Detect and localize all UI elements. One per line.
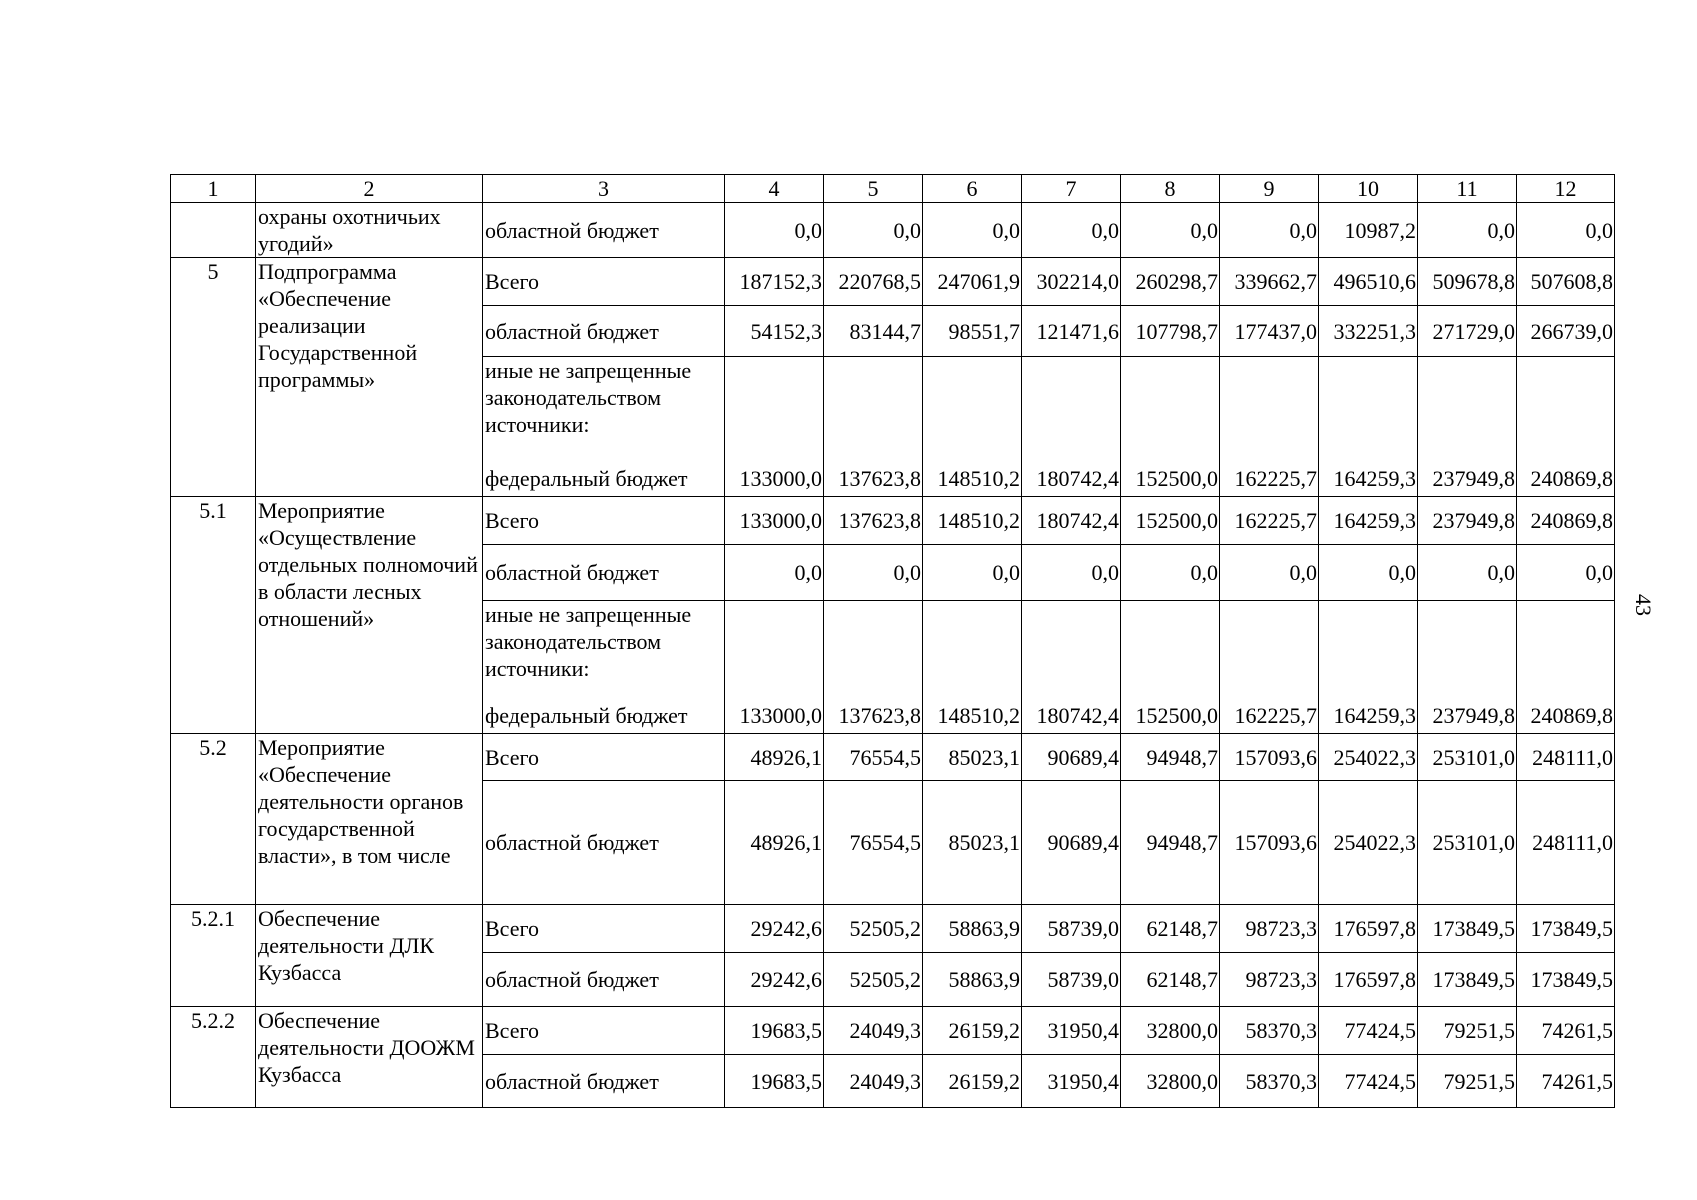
table-row — [171, 1007, 1615, 1055]
row-name: охраны охотничьих угодий» — [256, 203, 483, 258]
table-row — [171, 734, 1615, 781]
value-cell: 496510,6 — [1319, 258, 1418, 306]
value-cell: 107798,7 — [1121, 306, 1220, 357]
value-cell: 164259,3 — [1319, 497, 1418, 545]
value-cell: 19683,5 — [725, 1007, 824, 1055]
row-name: Мероприятие «Обеспечение деятельности органов государственной власти», в том числе — [256, 734, 483, 905]
source-label: областной бюджет — [483, 545, 725, 601]
header-cell: 5 — [824, 175, 923, 203]
source-label: областной бюджет — [483, 953, 725, 1007]
value-cell: 76554,5 — [824, 781, 923, 905]
header-cell: 12 — [1517, 175, 1615, 203]
value-cell: 148510,2 — [923, 696, 1022, 734]
empty-cell — [1319, 601, 1418, 697]
header-cell: 9 — [1220, 175, 1319, 203]
value-cell: 58370,3 — [1220, 1055, 1319, 1108]
value-cell: 24049,3 — [824, 1007, 923, 1055]
value-cell: 162225,7 — [1220, 696, 1319, 734]
value-cell: 98723,3 — [1220, 953, 1319, 1007]
page-number: 43 — [1631, 594, 1656, 616]
empty-cell — [923, 357, 1022, 453]
value-cell: 0,0 — [1220, 203, 1319, 258]
value-cell: 152500,0 — [1121, 696, 1220, 734]
value-cell: 248111,0 — [1517, 734, 1615, 781]
value-cell: 302214,0 — [1022, 258, 1121, 306]
header-cell: 11 — [1418, 175, 1517, 203]
value-cell: 0,0 — [1220, 545, 1319, 601]
empty-cell — [824, 601, 923, 697]
empty-cell — [1418, 357, 1517, 453]
value-cell: 0,0 — [1517, 203, 1615, 258]
source-label: иные не запрещенные законодательством источники: — [483, 357, 725, 453]
value-cell: 0,0 — [725, 203, 824, 258]
value-cell: 162225,7 — [1220, 452, 1319, 497]
value-cell: 94948,7 — [1121, 781, 1220, 905]
value-cell: 31950,4 — [1022, 1055, 1121, 1108]
value-cell: 54152,3 — [725, 306, 824, 357]
empty-cell — [1517, 601, 1615, 697]
value-cell: 85023,1 — [923, 734, 1022, 781]
value-cell: 254022,3 — [1319, 734, 1418, 781]
source-label: областной бюджет — [483, 781, 725, 905]
value-cell: 90689,4 — [1022, 734, 1121, 781]
value-cell: 10987,2 — [1319, 203, 1418, 258]
value-cell: 220768,5 — [824, 258, 923, 306]
header-cell: 4 — [725, 175, 824, 203]
value-cell: 121471,6 — [1022, 306, 1121, 357]
value-cell: 133000,0 — [725, 497, 824, 545]
value-cell: 0,0 — [1418, 203, 1517, 258]
value-cell: 26159,2 — [923, 1055, 1022, 1108]
row-name: Подпрограмма «Обеспечение реализации Государственной программы» — [256, 258, 483, 497]
value-cell: 26159,2 — [923, 1007, 1022, 1055]
value-cell: 62148,7 — [1121, 953, 1220, 1007]
value-cell: 74261,5 — [1517, 1055, 1615, 1108]
value-cell: 173849,5 — [1418, 953, 1517, 1007]
table-row — [171, 203, 1615, 258]
value-cell: 58370,3 — [1220, 1007, 1319, 1055]
value-cell: 164259,3 — [1319, 452, 1418, 497]
value-cell: 19683,5 — [725, 1055, 824, 1108]
value-cell: 58739,0 — [1022, 953, 1121, 1007]
empty-cell — [1418, 601, 1517, 697]
row-index: 5.2.2 — [171, 1007, 256, 1108]
table-row — [171, 258, 1615, 306]
value-cell: 152500,0 — [1121, 452, 1220, 497]
source-label: областной бюджет — [483, 203, 725, 258]
value-cell: 77424,5 — [1319, 1007, 1418, 1055]
source-label: федеральный бюджет — [483, 452, 725, 497]
value-cell: 260298,7 — [1121, 258, 1220, 306]
header-cell: 10 — [1319, 175, 1418, 203]
value-cell: 180742,4 — [1022, 497, 1121, 545]
value-cell: 157093,6 — [1220, 781, 1319, 905]
value-cell: 173849,5 — [1517, 905, 1615, 953]
value-cell: 148510,2 — [923, 452, 1022, 497]
source-label: Всего — [483, 497, 725, 545]
value-cell: 52505,2 — [824, 953, 923, 1007]
value-cell: 133000,0 — [725, 452, 824, 497]
row-index: 5.2 — [171, 734, 256, 905]
empty-cell — [824, 357, 923, 453]
value-cell: 31950,4 — [1022, 1007, 1121, 1055]
source-label: Всего — [483, 1007, 725, 1055]
row-index: 5.1 — [171, 497, 256, 734]
value-cell: 180742,4 — [1022, 696, 1121, 734]
value-cell: 32800,0 — [1121, 1055, 1220, 1108]
empty-cell — [1220, 601, 1319, 697]
value-cell: 0,0 — [1121, 545, 1220, 601]
value-cell: 164259,3 — [1319, 696, 1418, 734]
value-cell: 76554,5 — [824, 734, 923, 781]
budget-table — [170, 174, 1615, 1108]
row-name: Мероприятие «Осуществление отдельных полномочий в области лесных отношений» — [256, 497, 483, 734]
table-body — [171, 175, 1615, 1108]
value-cell: 173849,5 — [1517, 953, 1615, 1007]
table-row — [171, 497, 1615, 545]
value-cell: 137623,8 — [824, 696, 923, 734]
value-cell: 58739,0 — [1022, 905, 1121, 953]
header-cell: 3 — [483, 175, 725, 203]
value-cell: 253101,0 — [1418, 781, 1517, 905]
value-cell: 240869,8 — [1517, 497, 1615, 545]
row-index — [171, 203, 256, 258]
source-label: областной бюджет — [483, 306, 725, 357]
value-cell: 248111,0 — [1517, 781, 1615, 905]
value-cell: 0,0 — [824, 203, 923, 258]
source-label: Всего — [483, 734, 725, 781]
value-cell: 240869,8 — [1517, 452, 1615, 497]
value-cell: 85023,1 — [923, 781, 1022, 905]
value-cell: 98551,7 — [923, 306, 1022, 357]
value-cell: 162225,7 — [1220, 497, 1319, 545]
row-name: Обеспечение деятельности ДООЖМ Кузбасса — [256, 1007, 483, 1108]
value-cell: 0,0 — [923, 203, 1022, 258]
value-cell: 332251,3 — [1319, 306, 1418, 357]
value-cell: 24049,3 — [824, 1055, 923, 1108]
value-cell: 133000,0 — [725, 696, 824, 734]
value-cell: 0,0 — [1121, 203, 1220, 258]
value-cell: 176597,8 — [1319, 905, 1418, 953]
value-cell: 77424,5 — [1319, 1055, 1418, 1108]
row-name: Обеспечение деятельности ДЛК Кузбасса — [256, 905, 483, 1007]
value-cell: 94948,7 — [1121, 734, 1220, 781]
value-cell: 137623,8 — [824, 452, 923, 497]
value-cell: 32800,0 — [1121, 1007, 1220, 1055]
value-cell: 74261,5 — [1517, 1007, 1615, 1055]
row-index: 5 — [171, 258, 256, 497]
value-cell: 0,0 — [824, 545, 923, 601]
header-cell: 2 — [256, 175, 483, 203]
value-cell: 339662,7 — [1220, 258, 1319, 306]
value-cell: 58863,9 — [923, 953, 1022, 1007]
value-cell: 83144,7 — [824, 306, 923, 357]
empty-cell — [1319, 357, 1418, 453]
source-label: иные не запрещенные законодательством источники: — [483, 601, 725, 697]
value-cell: 0,0 — [1418, 545, 1517, 601]
value-cell: 79251,5 — [1418, 1007, 1517, 1055]
value-cell: 0,0 — [725, 545, 824, 601]
value-cell: 271729,0 — [1418, 306, 1517, 357]
value-cell: 0,0 — [1319, 545, 1418, 601]
header-cell: 6 — [923, 175, 1022, 203]
empty-cell — [923, 601, 1022, 697]
value-cell: 62148,7 — [1121, 905, 1220, 953]
value-cell: 58863,9 — [923, 905, 1022, 953]
value-cell: 237949,8 — [1418, 696, 1517, 734]
value-cell: 0,0 — [1022, 203, 1121, 258]
value-cell: 173849,5 — [1418, 905, 1517, 953]
empty-cell — [1517, 357, 1615, 453]
header-cell: 7 — [1022, 175, 1121, 203]
value-cell: 157093,6 — [1220, 734, 1319, 781]
value-cell: 137623,8 — [824, 497, 923, 545]
header-cell: 1 — [171, 175, 256, 203]
header-row — [171, 175, 1615, 203]
value-cell: 266739,0 — [1517, 306, 1615, 357]
value-cell: 29242,6 — [725, 953, 824, 1007]
value-cell: 79251,5 — [1418, 1055, 1517, 1108]
value-cell: 176597,8 — [1319, 953, 1418, 1007]
value-cell: 509678,8 — [1418, 258, 1517, 306]
value-cell: 187152,3 — [725, 258, 824, 306]
value-cell: 98723,3 — [1220, 905, 1319, 953]
value-cell: 48926,1 — [725, 734, 824, 781]
value-cell: 148510,2 — [923, 497, 1022, 545]
value-cell: 237949,8 — [1418, 497, 1517, 545]
value-cell: 247061,9 — [923, 258, 1022, 306]
value-cell: 48926,1 — [725, 781, 824, 905]
value-cell: 90689,4 — [1022, 781, 1121, 905]
empty-cell — [725, 601, 824, 697]
value-cell: 254022,3 — [1319, 781, 1418, 905]
empty-cell — [1121, 601, 1220, 697]
table-row — [171, 905, 1615, 953]
empty-cell — [725, 357, 824, 453]
empty-cell — [1220, 357, 1319, 453]
value-cell: 0,0 — [923, 545, 1022, 601]
row-index: 5.2.1 — [171, 905, 256, 1007]
value-cell: 180742,4 — [1022, 452, 1121, 497]
source-label: областной бюджет — [483, 1055, 725, 1108]
value-cell: 152500,0 — [1121, 497, 1220, 545]
empty-cell — [1022, 601, 1121, 697]
value-cell: 29242,6 — [725, 905, 824, 953]
value-cell: 507608,8 — [1517, 258, 1615, 306]
value-cell: 52505,2 — [824, 905, 923, 953]
value-cell: 237949,8 — [1418, 452, 1517, 497]
source-label: Всего — [483, 905, 725, 953]
value-cell: 0,0 — [1022, 545, 1121, 601]
value-cell: 253101,0 — [1418, 734, 1517, 781]
source-label: федеральный бюджет — [483, 696, 725, 734]
source-label: Всего — [483, 258, 725, 306]
empty-cell — [1121, 357, 1220, 453]
value-cell: 0,0 — [1517, 545, 1615, 601]
value-cell: 177437,0 — [1220, 306, 1319, 357]
empty-cell — [1022, 357, 1121, 453]
value-cell: 240869,8 — [1517, 696, 1615, 734]
header-cell: 8 — [1121, 175, 1220, 203]
